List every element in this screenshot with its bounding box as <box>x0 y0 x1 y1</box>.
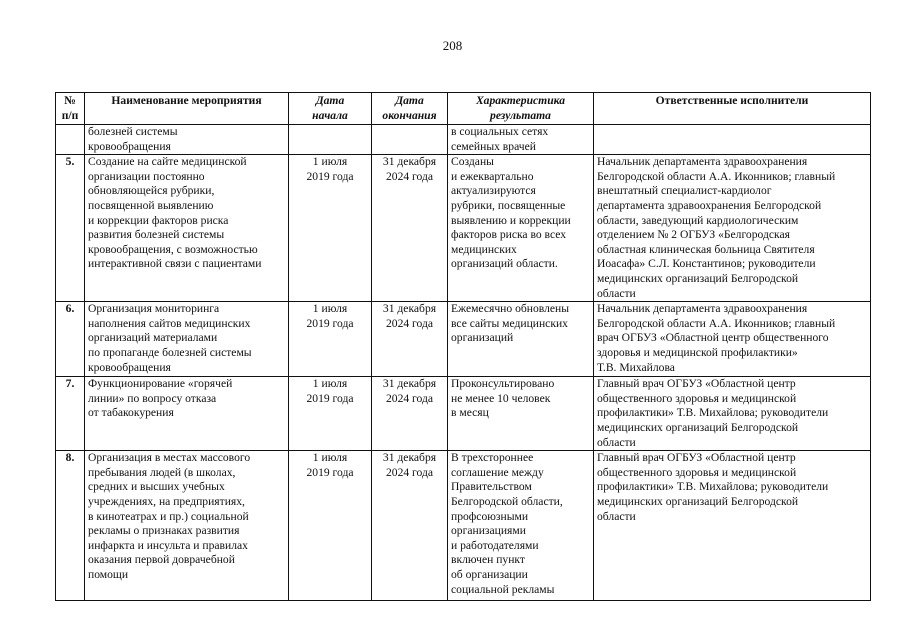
cell-result: Созданы и ежеквартально актуализируются рубрики, посвященные выявлению и коррекции факторов риска во всех медицинских организаций области. <box>448 155 594 302</box>
cell-start-date: 1 июля 2019 года <box>289 377 372 451</box>
table-header-row <box>56 93 871 125</box>
cell-start-date: 1 июля 2019 года <box>289 155 372 302</box>
cell-number: 8. <box>56 451 85 601</box>
cell-end-date: 31 декабря 2024 года <box>372 377 448 451</box>
col-header-result: Характеристика результата <box>448 93 594 125</box>
cell-number: 6. <box>56 302 85 377</box>
col-header-number: № п/п <box>56 93 85 125</box>
table-row <box>56 377 871 451</box>
table-row <box>56 155 871 302</box>
col-header-start-date: Дата начала <box>289 93 372 125</box>
cell-result: в социальных сетях семейных врачей <box>448 125 594 155</box>
cell-result: Ежемесячно обновлены все сайты медицинских организаций <box>448 302 594 377</box>
cell-end-date <box>372 125 448 155</box>
cell-responsible: Главный врач ОГБУЗ «Областной центр общественного здоровья и медицинской профилактики» Т.В. Михайлова; руководители медицинских организаций Белгородской области <box>594 451 871 601</box>
cell-start-date <box>289 125 372 155</box>
cell-end-date: 31 декабря 2024 года <box>372 451 448 601</box>
table-row <box>56 451 871 601</box>
cell-responsible: Начальник департамента здравоохранения Белгородской области А.А. Иконников; главный внештатный специалист-кардиолог департамента здравоохранения Белгородской области, заведующий кардиологическим отделением № 2 ОГБУЗ «Белгородская областная клиническая больница Святителя Иоасафа» С.Л. Константинов; руководители медицинских организаций Белгородской области <box>594 155 871 302</box>
cell-name: Функционирование «горячей линии» по вопросу отказа от табакокурения <box>85 377 289 451</box>
cell-start-date: 1 июля 2019 года <box>289 451 372 601</box>
cell-name: Организация мониторинга наполнения сайтов медицинских организаций материалами по пропаганде болезней системы кровообращения <box>85 302 289 377</box>
cell-result: В трехстороннее соглашение между Правительством Белгородской области, профсоюзными организациями и работодателями включен пункт об организации социальной рекламы <box>448 451 594 601</box>
cell-number: 5. <box>56 155 85 302</box>
cell-number: 7. <box>56 377 85 451</box>
col-header-name: Наименование мероприятия <box>85 93 289 125</box>
table-row <box>56 125 871 155</box>
cell-result: Проконсультировано не менее 10 человек в месяц <box>448 377 594 451</box>
cell-responsible: Главный врач ОГБУЗ «Областной центр общественного здоровья и медицинской профилактики» Т.В. Михайлова; руководители медицинских организаций Белгородской области <box>594 377 871 451</box>
col-header-end-date: Дата окончания <box>372 93 448 125</box>
col-header-responsible: Ответственные исполнители <box>594 93 871 125</box>
cell-responsible: Начальник департамента здравоохранения Белгородской области А.А. Иконников; главный врач ОГБУЗ «Областной центр общественного здоровья и медицинской профилактики» Т.В. Михайлова <box>594 302 871 377</box>
cell-end-date: 31 декабря 2024 года <box>372 302 448 377</box>
cell-name: Организация в местах массового пребывания людей (в школах, средних и высших учебных учреждениях, на предприятиях, в кинотеатрах и пр.) социальной рекламы о признаках развития инфаркта и инсульта и правилах оказания первой доврачебной помощи <box>85 451 289 601</box>
measures-table <box>55 92 871 601</box>
table-row <box>56 302 871 377</box>
cell-name: Создание на сайте медицинской организации постоянно обновляющейся рубрики, посвященной выявлению и коррекции факторов риска развития болезней системы кровообращения, с возможностью интерактивной связи с пациентами <box>85 155 289 302</box>
page-number: 208 <box>442 38 463 53</box>
cell-responsible <box>594 125 871 155</box>
cell-number <box>56 125 85 155</box>
cell-name: болезней системы кровообращения <box>85 125 289 155</box>
cell-start-date: 1 июля 2019 года <box>289 302 372 377</box>
cell-end-date: 31 декабря 2024 года <box>372 155 448 302</box>
